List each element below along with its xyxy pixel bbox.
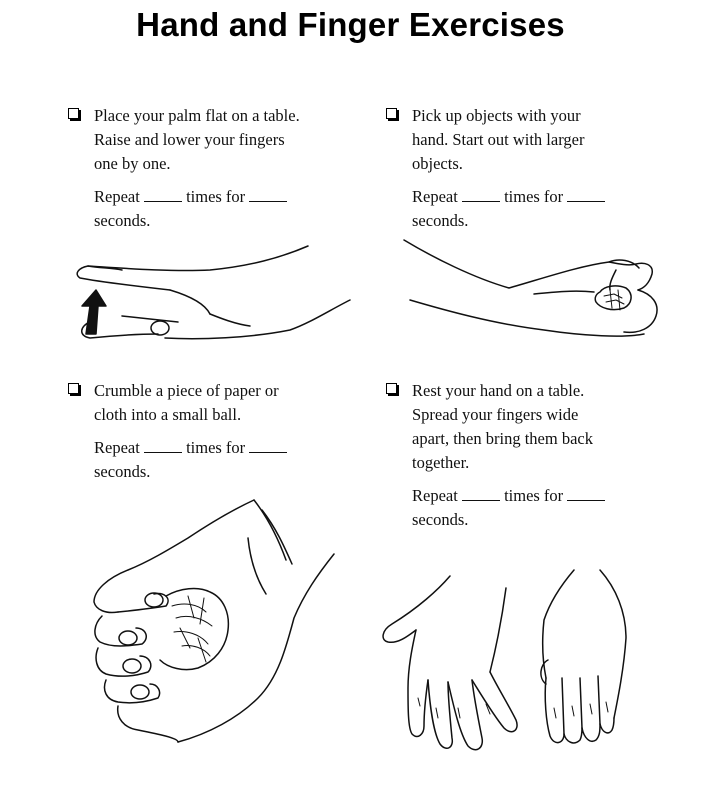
repeat-seconds-blank[interactable] [249, 438, 287, 453]
hands-spread-fingers-illustration [378, 568, 678, 768]
exercise-2-repeat: Repeat times for seconds. [412, 185, 676, 233]
checkbox-icon[interactable] [386, 383, 397, 394]
exercise-3-instructions: Crumble a piece of paper or cloth into a small ball. [94, 381, 279, 424]
exercise-1-instructions: Place your palm flat on a table. Raise and lower your fingers one by one. [94, 106, 300, 173]
exercise-4-instructions: Rest your hand on a table. Spread your fingers wide apart, then bring them back together. [412, 381, 593, 472]
exercise-2-instructions: Pick up objects with your hand. Start out with larger objects. [412, 106, 585, 173]
checkbox-icon[interactable] [68, 383, 79, 394]
repeat-seconds-blank[interactable] [567, 187, 605, 202]
hand-pickup-object-illustration [404, 238, 674, 348]
hand-crumble-paper-illustration [88, 498, 358, 748]
exercise-3-repeat: Repeat times for seconds. [94, 436, 358, 484]
exercise-4-repeat: Repeat times for seconds. [412, 484, 676, 532]
checkbox-icon[interactable] [68, 108, 79, 119]
repeat-count-blank[interactable] [462, 187, 500, 202]
repeat-count-blank[interactable] [144, 187, 182, 202]
exercise-1-repeat: Repeat times for seconds. [94, 185, 358, 233]
checkbox-icon[interactable] [386, 108, 397, 119]
exercise-4 [386, 379, 676, 532]
hand-raise-fingers-illustration [60, 238, 350, 348]
repeat-seconds-blank[interactable] [567, 486, 605, 501]
repeat-count-blank[interactable] [144, 438, 182, 453]
exercise-3 [68, 379, 358, 484]
repeat-seconds-blank[interactable] [249, 187, 287, 202]
page-title: Hand and Finger Exercises [136, 6, 565, 43]
exercise-1 [68, 104, 358, 233]
exercise-2 [386, 104, 676, 233]
repeat-count-blank[interactable] [462, 486, 500, 501]
